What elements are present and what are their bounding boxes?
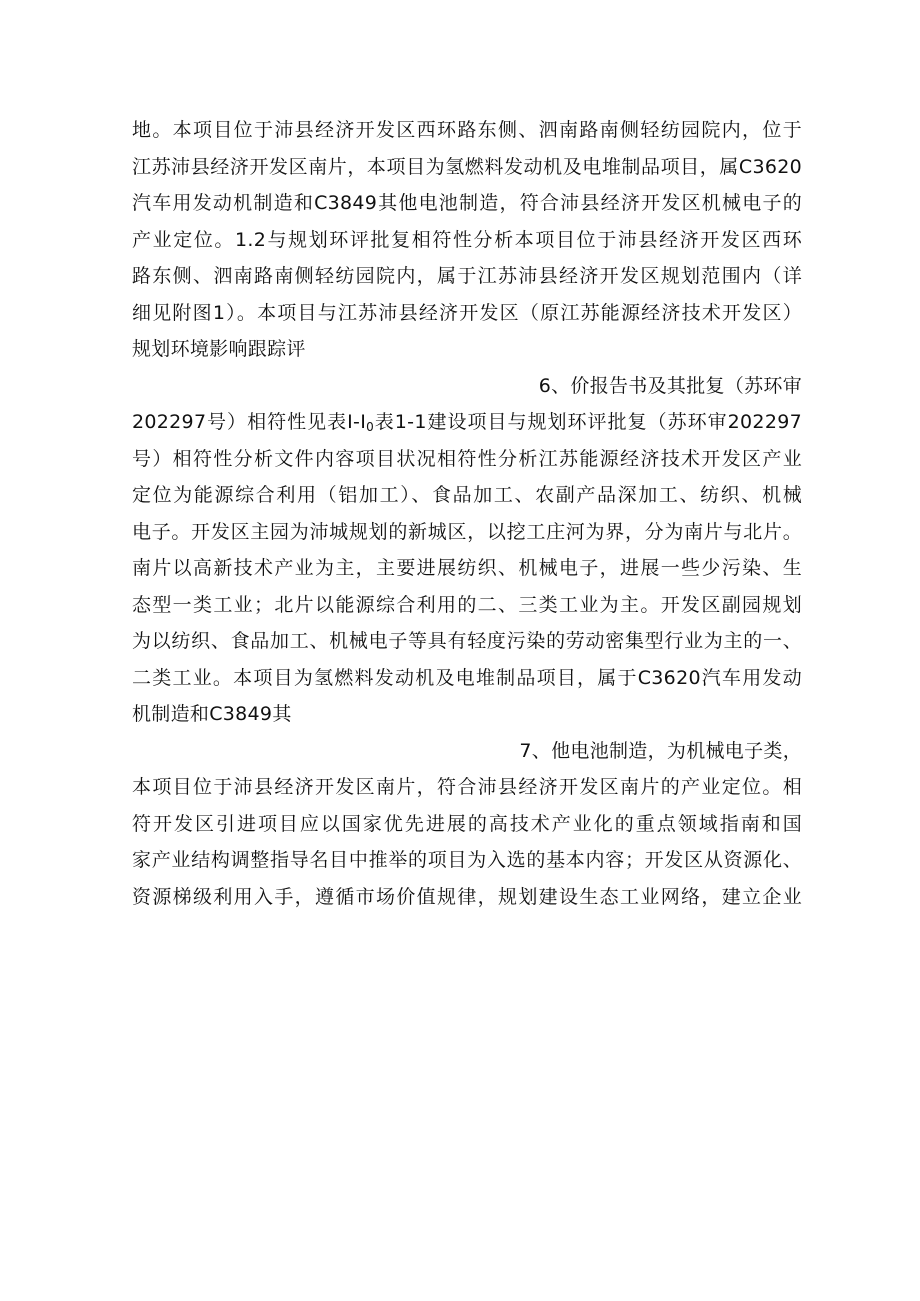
text-line: 产业定位。1.2与规划环评批复相符性分析本项目位于沛县经济开发区西环 [132,228,802,251]
document-body [132,112,802,915]
text-line: 本项目位于沛县经济开发区南片，符合沛县经济开发区南片的产业定位。相 [132,776,802,798]
section-heading-7: 7、他电池制造，为机械电子类， [519,739,802,762]
text-line: 资源梯级利用入手，遵循市场价值规律，规划建设生态工业网络，建立企业 [132,885,802,908]
paragraph-2 [132,368,802,733]
text-line: 号）相符性分析文件内容项目状况相符性分析江苏能源经济技术开发区产业 [132,447,802,470]
text-line: 机制造和C3849其 [132,703,292,725]
text-line: 家产业结构调整指导名目中推举的项目为入选的基本内容；开发区从资源化、 [132,849,802,871]
text-line: 符开发区引进项目应以国家优先进展的高技术产业化的重点领域指南和国 [132,812,802,835]
text-line: 二类工业。本项目为氢燃料发动机及电堆制品项目，属于C3620汽车用发动 [132,666,802,689]
text-fragment: 表1-1建设项目与规划环评批复（苏环审202297 [374,411,802,433]
text-line [132,404,802,441]
text-line: 路东侧、泗南路南侧轻纺园院内，属于江苏沛县经济开发区规划范围内（详 [132,265,802,287]
paragraph-3 [132,733,802,916]
text-line: 汽车用发动机制造和C3849其他电池制造，符合沛县经济开发区机械电子的 [132,192,802,214]
text-line: 态型一类工业；北片以能源综合利用的二、三类工业为主。开发区副园规划 [132,593,802,616]
text-line: 南片以高新技术产业为主，主要进展纺织、机械电子，进展一些少污染、生 [132,557,802,579]
text-line: 规划环境影响跟踪评 [132,338,306,360]
section-heading-6: 6、价报告书及其批复（苏环审 [538,374,802,397]
paragraph-1 [132,112,802,368]
text-line: 细见附图1）。本项目与江苏沛县经济开发区（原江苏能源经济技术开发区） [132,301,802,324]
text-line: 江苏沛县经济开发区南片，本项目为氢燃料发动机及电堆制品项目，属C3620 [132,155,802,178]
text-line: 为以纺织、食品加工、机械电子等具有轻度污染的劳动密集型行业为主的一、 [132,630,802,652]
text-line: 定位为能源综合利用（铝加工）、食品加工、农副产品深加工、纺织、机械 [132,484,802,506]
subscript: 0 [366,420,375,434]
text-fragment: 202297号）相符性见表I-I [132,411,367,433]
text-line: 电子。开发区主园为沛城规划的新城区，以挖工庄河为界，分为南片与北片。 [132,520,802,543]
text-line: 地。本项目位于沛县经济开发区西环路东侧、泗南路南侧轻纺园院内，位于 [132,119,802,141]
